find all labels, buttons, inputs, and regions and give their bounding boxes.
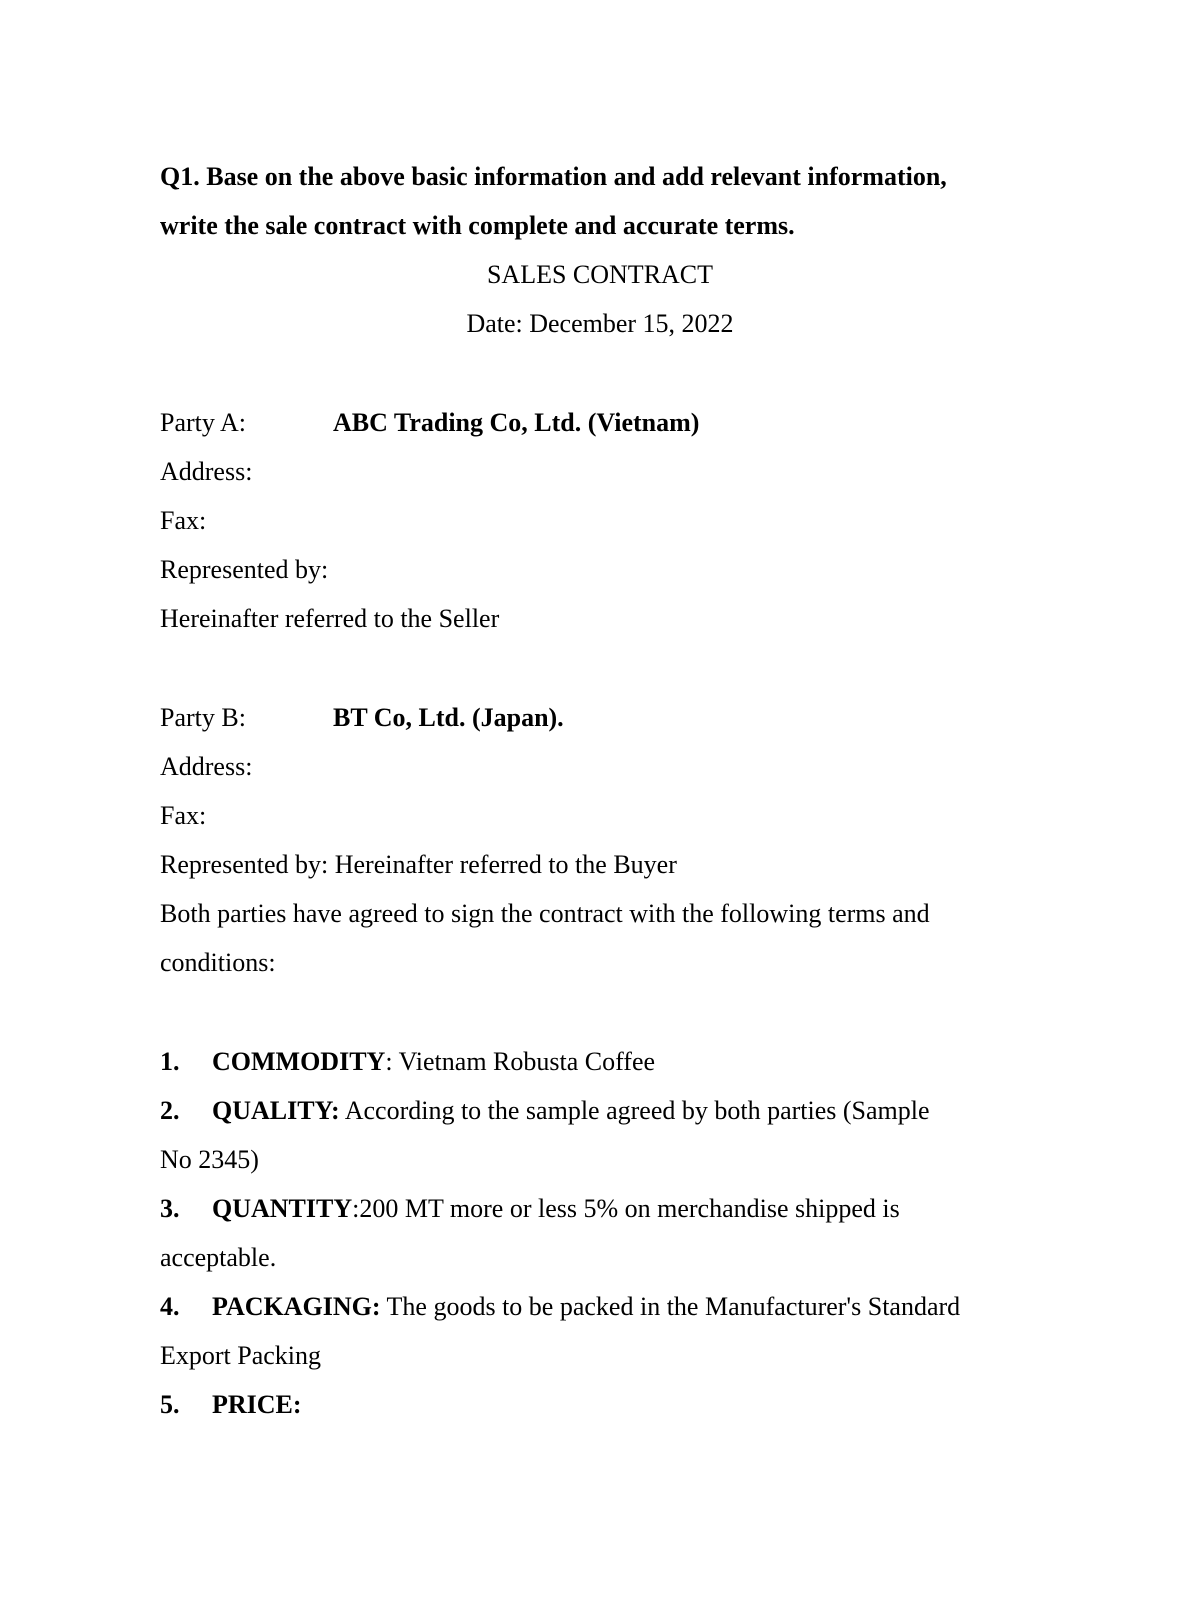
question-line-2: write the sale contract with complete and accurate terms.	[160, 211, 795, 240]
party-b-address-label: Address:	[160, 752, 253, 781]
term-text: The goods to be packed in the Manufacturer's Standard	[380, 1292, 961, 1321]
party-a-address-label: Address:	[160, 457, 253, 486]
term-item	[160, 1049, 655, 1075]
term-text: According to the sample agreed by both parties (Sample	[339, 1096, 930, 1125]
term-label: PACKAGING:	[212, 1292, 381, 1321]
term-label: PRICE:	[212, 1390, 302, 1419]
term-item	[160, 1294, 960, 1320]
party-a-referred: Hereinafter referred to the Seller	[160, 604, 500, 633]
party-b-name: BT Co, Ltd. (Japan).	[333, 703, 564, 732]
party-a-represented-label: Represented by:	[160, 555, 329, 584]
term-number: 5.	[160, 1390, 180, 1419]
party-a-fax-label: Fax:	[160, 506, 207, 535]
term-number: 4.	[160, 1292, 180, 1321]
party-b-represented-label: Represented by: Hereinafter referred to the Buyer	[160, 850, 677, 879]
party-b-label: Party B:	[160, 703, 246, 732]
term-text: :200 MT more or less 5% on merchandise shipped is	[352, 1194, 900, 1223]
term-continuation: acceptable.	[160, 1243, 277, 1272]
term-item	[160, 1098, 930, 1124]
term-number: 1.	[160, 1047, 180, 1076]
question-line-1: Q1. Base on the above basic information and add relevant information,	[160, 162, 947, 191]
agreement-line-2: conditions:	[160, 948, 276, 977]
term-label: COMMODITY	[212, 1047, 386, 1076]
term-label: QUALITY:	[212, 1096, 340, 1125]
contract-title: SALES CONTRACT	[486, 260, 714, 289]
term-number: 3.	[160, 1194, 180, 1223]
party-a-label: Party A:	[160, 408, 246, 437]
term-continuation: Export Packing	[160, 1341, 322, 1370]
agreement-line-1: Both parties have agreed to sign the contract with the following terms and	[160, 899, 930, 928]
term-item	[160, 1196, 900, 1222]
contract-date: Date: December 15, 2022	[466, 309, 734, 338]
term-item	[160, 1392, 302, 1418]
term-continuation: No 2345)	[160, 1145, 259, 1174]
term-number: 2.	[160, 1096, 180, 1125]
term-text: : Vietnam Robusta Coffee	[385, 1047, 656, 1076]
party-a-name: ABC Trading Co, Ltd. (Vietnam)	[333, 408, 700, 437]
term-label: QUANTITY	[212, 1194, 353, 1223]
party-b-fax-label: Fax:	[160, 801, 207, 830]
